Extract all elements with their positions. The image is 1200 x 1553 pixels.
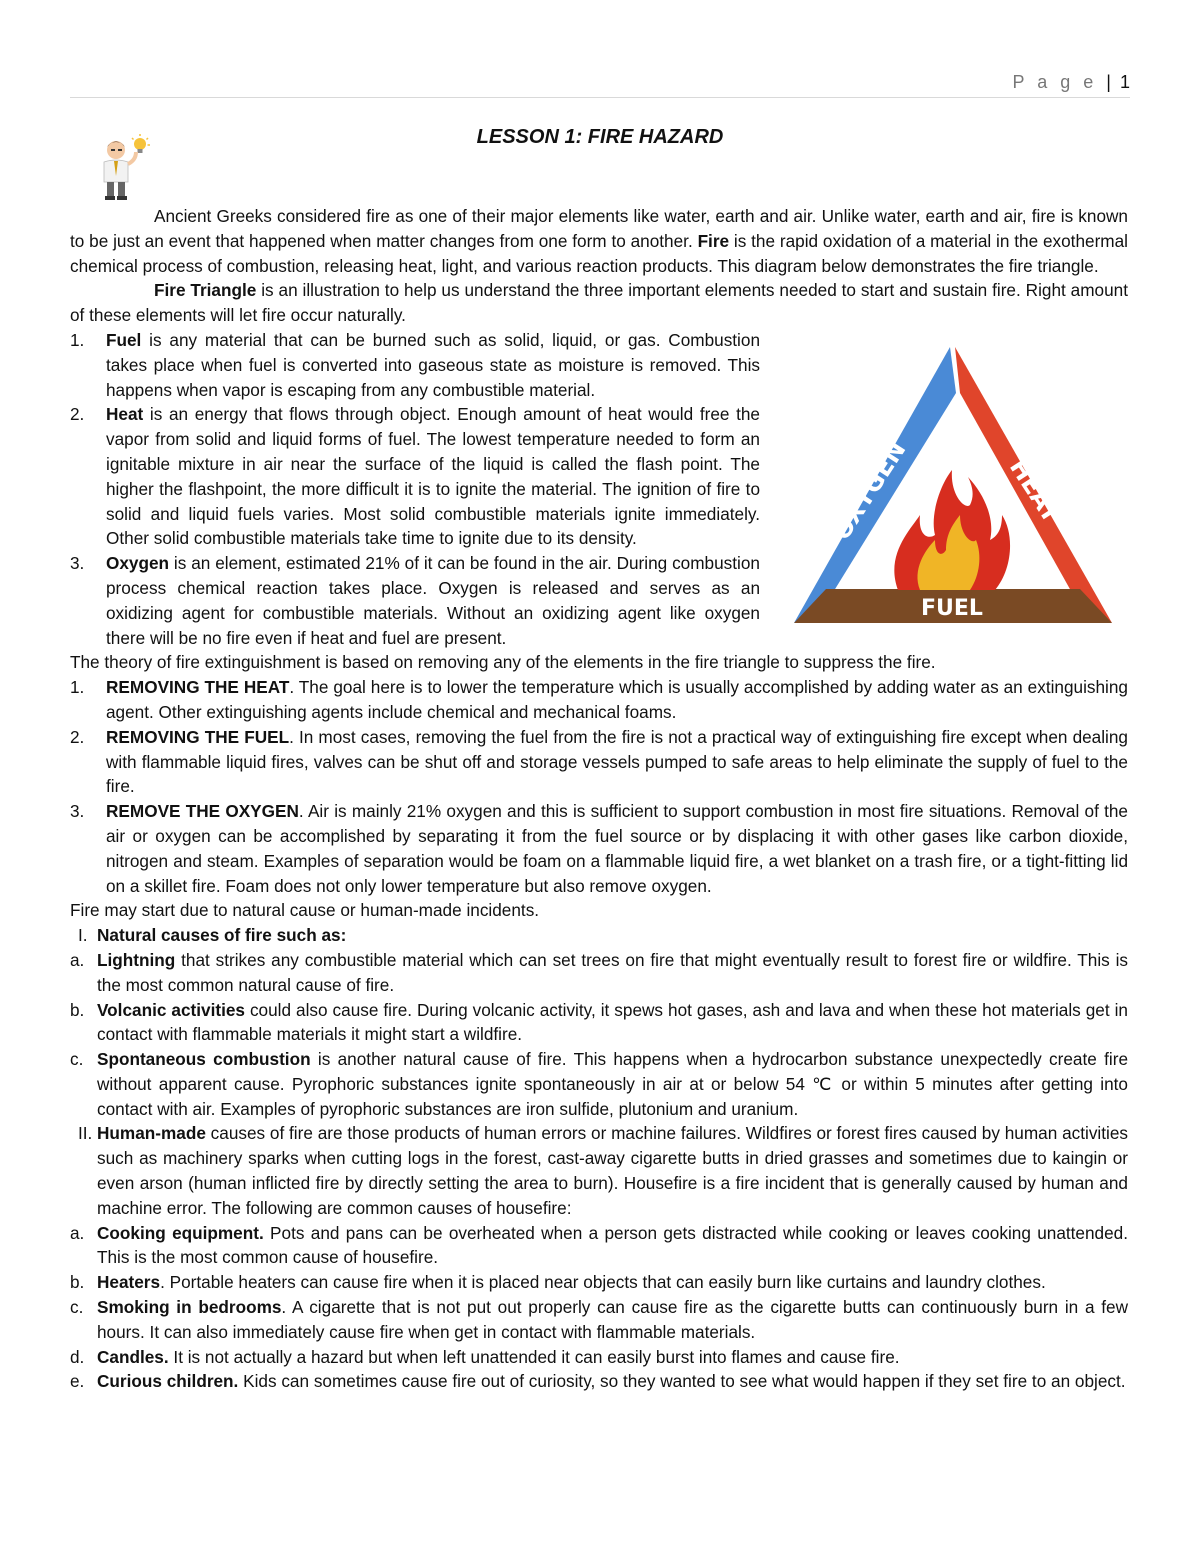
housefire-causes-list [70,1221,1128,1395]
page-separator: | [1106,72,1111,92]
heat-label: HEAT [1004,453,1066,528]
fire-elements-list [70,328,1128,650]
term: REMOVING THE FUEL [106,726,290,747]
list-marker: e. [70,1371,85,1392]
list-marker: a. [70,949,85,970]
item-text: . A cigarette that is not put out properly can cause fire as the cigarette butts can continuously burn in a few hours. It can also immediately cause fire when get in contact with flammable materials. [97,1297,1128,1342]
list-item-remove-fuel [70,725,1128,799]
list-marker: 1. [70,677,85,698]
page-header [1013,72,1130,93]
term: Human-made [97,1123,206,1144]
term: REMOVING THE HEAT [106,677,290,698]
term: Candles. [97,1346,169,1367]
page-number: 1 [1119,72,1130,92]
item-text: is an element, estimated 21% of it can be found in the air. During combustion process chemical reaction takes place. Oxygen is released and serves as an oxidizing agent for combustible materials. Without an oxidizing agent like oxygen there will be no fire even if heat and fuel are present. [106,553,760,648]
list-item-oxygen [70,551,760,650]
intro-text-cont: is the rapid oxidation of a material in the exothermal chemical process of combustion, releasing heat, light, and various reaction products. This diagram below demonstrates the fire triangle. [70,230,1128,276]
list-marker: 3. [70,553,85,574]
list-marker: b. [70,999,85,1020]
list-item-children [70,1369,1128,1394]
item-text: . Air is mainly 21% oxygen and this is sufficient to support combustion in most fire situations. Removal of the air or oxygen can be accomplished by separating it from the fuel source or by displacing it with other gases like carbon dioxide, nitrogen and steam. Examples of separation would be foam on a flammable liquid fire, a wet blanket on a trash fire, or a tight-fitting lid on a skillet fire. Foam does not only lower temperature but also remove oxygen. [106,801,1128,896]
term: Volcanic activities [97,999,245,1020]
item-text: Pots and pans can be overheated when a person gets distracted while cooking or leaves cooking unattended. This is the most common cause of housefire. [97,1222,1128,1268]
list-item-spontaneous [70,1047,1128,1121]
intro-text: Ancient Greeks considered fire as one of their major elements like water, earth and air. Unlike water, earth and air, fire is known to be just an event that happened when matter changes from one form to another. [70,206,1128,251]
term: Heat [106,404,144,425]
list-item-volcanic [70,998,1128,1048]
list-item-cooking [70,1221,1128,1271]
natural-causes-heading-list [70,923,1128,948]
list-marker: c. [70,1049,84,1070]
item-text: . Portable heaters can cause fire when it is placed near objects that can easily burn like curtains and laundry clothes. [160,1272,1046,1293]
term: Cooking equipment. [97,1222,264,1243]
term: REMOVE THE OXYGEN [106,801,299,822]
list-marker: 3. [70,801,85,822]
list-marker: a. [70,1222,85,1243]
list-marker: II. [78,1123,93,1144]
term: Oxygen [106,553,170,574]
fuel-label: FUEL [921,596,983,621]
human-causes-heading-list [70,1121,1128,1220]
natural-causes-list [70,948,1128,1122]
list-item-lightning [70,948,1128,998]
term: Heaters [97,1272,161,1293]
causes-intro: Fire may start due to natural cause or human-made incidents. [70,900,540,921]
natural-causes-heading [70,923,1128,948]
extinguish-list [70,675,1128,898]
intro-paragraph [70,204,1128,278]
lesson-title: LESSON 1: FIRE HAZARD [476,126,724,148]
item-text: Kids can sometimes cause fire out of curiosity, so they wanted to see what would happen if they set fire to an object. [238,1371,1126,1392]
list-item-candles [70,1345,1128,1370]
list-item-heaters [70,1270,1128,1295]
list-item-remove-heat [70,675,1128,725]
item-text: . In most cases, removing the fuel from the fire is not a practical way of extinguishing fire except when dealing with flammable liquid fires, valves can be shut off and storage vessels pumped to safe areas to help eliminate the supply of fuel to the fire. [106,726,1128,797]
lesson-body [70,204,1128,1394]
list-marker: c. [70,1297,84,1318]
list-marker: 2. [70,726,85,747]
item-text: It is not actually a hazard but when left unattended it can easily burst into flames and cause fire. [168,1346,900,1367]
fire-triangle-term: Fire Triangle [154,280,257,301]
item-text: that strikes any combustible material which can set trees on fire that might eventually result to forest fire or wildfire. This is the most common natural cause of fire. [97,949,1128,995]
list-item-remove-oxygen [70,799,1128,898]
oxygen-label: OXYGEN [827,436,912,546]
list-marker: b. [70,1272,85,1293]
extinguish-intro: The theory of fire extinguishment is based on removing any of the elements in the fire triangle to suppress the fire. [70,652,936,673]
fire-triangle-paragraph [70,278,1128,328]
heading-text: Natural causes of fire such as: [97,925,347,946]
item-text: could also cause fire. During volcanic activity, it spews hot gases, ash and lava and when these hot materials get in contact with flammable materials it might start a wildfire. [97,999,1128,1045]
item-text: is any material that can be burned such as solid, liquid, or gas. Combustion takes place when fuel is converted into gaseous state as moisture is removed. This happens when vapor is escaping from any combustible material. [106,329,760,400]
term: Lightning [97,949,176,970]
list-marker: 2. [70,404,85,425]
item-text: is another natural cause of fire. This happens when a hydrocarbon substance unexpectedly create fire without apparent cause. Pyrophoric substances ignite spontaneously in air at or below 54 ℃ or within 5 minutes after getting into contact with air. Examples of pyrophoric substances are iron sulfide, plutonium and uranium. [97,1049,1128,1119]
header-rule [70,97,1130,98]
term: Fuel [106,329,142,350]
list-marker: I. [78,925,88,946]
item-text: . The goal here is to lower the temperature which is usually accomplished by adding water as an extinguishing agent. Other extinguishing agents include chemical and mechanical foams. [106,677,1128,722]
fire-term: Fire [697,230,730,251]
item-text: is an energy that flows through object. Enough amount of heat would free the vapor from solid and liquid forms of fuel. The lowest temperature needed to form an ignitable mixture in air near the surface of the liquid is called the flash point. The higher the flashpoint, the more difficult it is to ignite the material. The ignition of fire to solid and liquid fuels varies. Most solid combustible materials ignite immediately. Other solid combustible materials take time to ignite due to its density. [106,404,760,549]
term: Curious children. [97,1371,239,1392]
human-causes-paragraph [70,1121,1128,1220]
fire-triangle-text: is an illustration to help us understand the three important elements needed to start and sustain fire. Right amount of these elements will let fire occur naturally. [70,280,1128,326]
item-text: causes of fire are those products of human errors or machine failures. Wildfires or forest fires caused by human activities such as machinery sparks when cutting logs in the forest, cast-away cigarette butts in dried grasses and sometimes due to kaingin or even arson (human inflicted fire by directly setting the area to burn). Housefire is a fire incident that is generally caused by human and machine error. The following are common causes of housefire: [97,1123,1128,1218]
list-item-smoking [70,1295,1128,1345]
list-marker: d. [70,1346,85,1367]
term: Smoking in bedrooms [97,1297,282,1318]
list-item-heat [70,402,760,551]
list-marker: 1. [70,329,85,350]
page-label: P a g e [1012,72,1098,92]
list-item-fuel [70,328,760,402]
term: Spontaneous combustion [97,1049,311,1070]
